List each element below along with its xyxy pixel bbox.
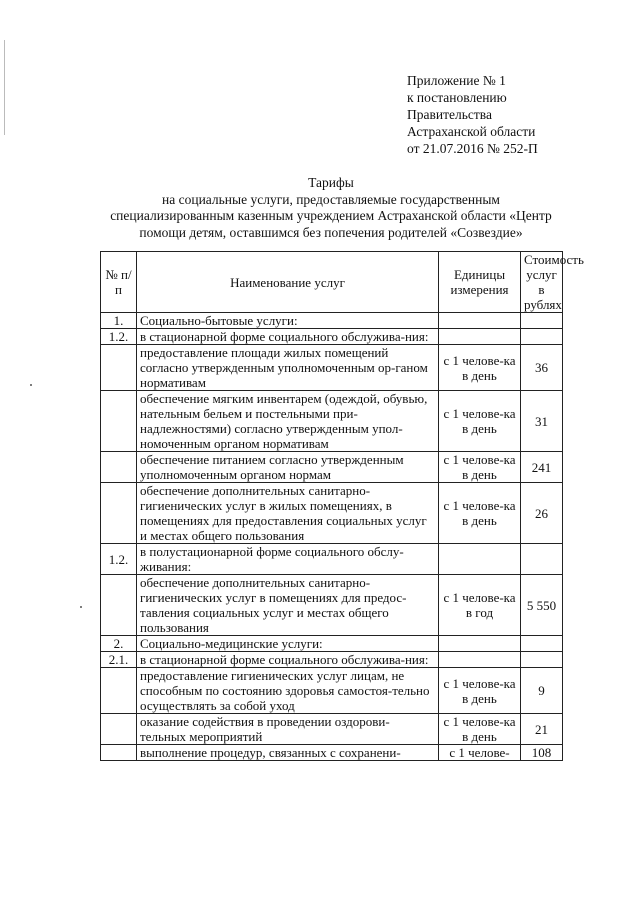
- cell-num: 2.1.: [101, 652, 137, 668]
- heading-line: помощи детям, оставшимся без попечения родителей «Созвездие»: [139, 224, 523, 240]
- scan-speck: [30, 384, 32, 386]
- heading-line: на социальные услуги, предоставляемые государственным: [162, 191, 500, 207]
- cell-num: [101, 452, 137, 483]
- cell-name: обеспечение дополнительных санитарно-гигиенических услуг в помещениях для предос-тавления социальных услуг и местах общего пользования: [137, 575, 439, 636]
- cell-cost: 31: [521, 391, 563, 452]
- cell-cost: [521, 313, 563, 329]
- table-row: [101, 313, 563, 329]
- cell-unit: с 1 челове-ка в день: [439, 452, 521, 483]
- cell-cost: 241: [521, 452, 563, 483]
- cell-name: оказание содействия в проведении оздорови-тельных мероприятий: [137, 714, 439, 745]
- cell-unit: с 1 челове-ка в день: [439, 668, 521, 714]
- table-row: [101, 745, 563, 761]
- appendix-line: Правительства: [407, 107, 492, 122]
- cell-unit: с 1 челове-ка в день: [439, 391, 521, 452]
- cell-num: 1.2.: [101, 544, 137, 575]
- cell-cost: 9: [521, 668, 563, 714]
- document-heading: [100, 175, 562, 241]
- cell-unit: [439, 652, 521, 668]
- cell-unit: [439, 544, 521, 575]
- cell-num: [101, 575, 137, 636]
- cell-cost: 26: [521, 483, 563, 544]
- table-row: [101, 345, 563, 391]
- cell-name: Социально-медицинские услуги:: [137, 636, 439, 652]
- cell-cost: [521, 544, 563, 575]
- table-row: [101, 652, 563, 668]
- header-cost: Стоимость услуг в рублях: [521, 252, 563, 313]
- appendix-line: к постановлению: [407, 90, 507, 105]
- cell-unit: с 1 челове-ка в день: [439, 483, 521, 544]
- cell-unit: с 1 челове-ка в год: [439, 575, 521, 636]
- table-row: [101, 544, 563, 575]
- table-row: [101, 714, 563, 745]
- table-row: [101, 575, 563, 636]
- cell-num: [101, 714, 137, 745]
- table-row: [101, 452, 563, 483]
- cell-cost: 21: [521, 714, 563, 745]
- table-row: [101, 391, 563, 452]
- header-unit: Единицы измерения: [439, 252, 521, 313]
- cell-name: в полустационарной форме социального обслу-живания:: [137, 544, 439, 575]
- cell-name: предоставление площади жилых помещений согласно утвержденным уполномоченным ор-ганом нормативам: [137, 345, 439, 391]
- cell-num: [101, 745, 137, 761]
- scan-speck: [80, 606, 82, 608]
- cell-unit: [439, 329, 521, 345]
- table-row: [101, 636, 563, 652]
- cell-num: [101, 668, 137, 714]
- table-row: [101, 483, 563, 544]
- cell-num: 2.: [101, 636, 137, 652]
- appendix-date-line: от 21.07.2016 № 252-П: [407, 141, 538, 156]
- header-name: Наименование услуг: [137, 252, 439, 313]
- cell-name: в стационарной форме социального обслужива-ния:: [137, 329, 439, 345]
- cell-cost: 108: [521, 745, 563, 761]
- cell-unit: с 1 челове-: [439, 745, 521, 761]
- header-num: № п/п: [101, 252, 137, 313]
- cell-num: 1.2.: [101, 329, 137, 345]
- appendix-block: [407, 72, 627, 157]
- tariff-table: [100, 251, 584, 761]
- cell-cost: 36: [521, 345, 563, 391]
- cell-cost: [521, 636, 563, 652]
- table-row: [101, 329, 563, 345]
- cell-num: 1.: [101, 313, 137, 329]
- cell-unit: с 1 челове-ка в день: [439, 345, 521, 391]
- cell-num: [101, 391, 137, 452]
- appendix-line: Астраханской области: [407, 124, 536, 139]
- cell-num: [101, 483, 137, 544]
- cell-name: в стационарной форме социального обслужива-ния:: [137, 652, 439, 668]
- table-header-row: [101, 252, 563, 313]
- cell-name: выполнение процедур, связанных с сохранени-: [137, 745, 439, 761]
- cell-cost: [521, 329, 563, 345]
- table-row: [101, 668, 563, 714]
- cell-name: обеспечение дополнительных санитарно-гигиенических услуг в жилых помещениях, в помещениях для предоставления социальных услуг и местах общего пользования: [137, 483, 439, 544]
- cell-name: обеспечение питанием согласно утвержденным уполномоченным органом нормам: [137, 452, 439, 483]
- appendix-line: Приложение № 1: [407, 73, 506, 88]
- heading-title: Тарифы: [308, 175, 354, 190]
- cell-name: предоставление гигиенических услуг лицам, не способным по состоянию здоровья самостоя-тельно осуществлять за собой уход: [137, 668, 439, 714]
- cell-unit: с 1 челове-ка в день: [439, 714, 521, 745]
- cell-name: обеспечение мягким инвентарем (одеждой, обувью, нательным бельем и постельными при-надлежностями) согласно утвержденным упол-номоченным органом нормативам: [137, 391, 439, 452]
- cell-cost: [521, 652, 563, 668]
- cell-unit: [439, 636, 521, 652]
- cell-num: [101, 345, 137, 391]
- cell-unit: [439, 313, 521, 329]
- cell-cost: 5 550: [521, 575, 563, 636]
- cell-name: Социально-бытовые услуги:: [137, 313, 439, 329]
- page-edge-mark: [4, 40, 5, 135]
- heading-line: специализированным казенным учреждением Астраханской области «Центр: [110, 208, 552, 223]
